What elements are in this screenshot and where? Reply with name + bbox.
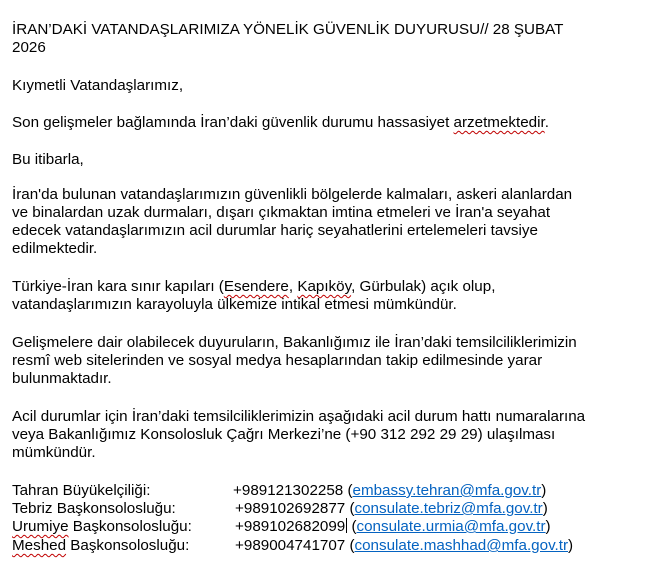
- contact-phone: +989102692877: [235, 500, 346, 517]
- contact-email-link[interactable]: consulate.tebriz@mfa.gov.tr: [354, 500, 543, 517]
- border-gates-text: Türkiye-İran kara sınır kapıları (: [12, 278, 224, 295]
- contact-email-link[interactable]: embassy.tehran@mfa.gov.tr: [352, 482, 542, 499]
- paragraph-announcements-line: bulunmaktadır.: [12, 370, 112, 387]
- paragraph-advice-line: ve binalardan uzak durmaları, dışarı çıkmaktan imtina etmeleri ve İran'a seyahat: [12, 204, 551, 221]
- paragraph-border-gates: [12, 278, 495, 296]
- contact-email-link[interactable]: consulate.mashhad@mfa.gov.tr: [354, 537, 569, 554]
- paragraph-advice-line: edecek vatandaşlarımızın acil durumlar hariç seyahatlerini ertelemeleri tavsiye: [12, 222, 538, 239]
- contact-name-tehran: Tahran Büyükelçiliği:: [12, 482, 151, 499]
- spellcheck-word: arzetmektedir: [453, 114, 545, 131]
- contact-name-tebriz: Tebriz Başkonsolosluğu:: [12, 500, 176, 517]
- paragraph-advice-line: edilmektedir.: [12, 240, 98, 257]
- paragraph-therefore: Bu itibarla,: [12, 151, 84, 168]
- contact-tebriz: +989102692877 (consulate.tebriz@mfa.gov.tr): [235, 500, 548, 517]
- gate-kapikoy: Kapıköy: [297, 278, 352, 295]
- salutation: Kıymetli Vatandaşlarımız,: [12, 77, 184, 94]
- contact-phone: +989004741707: [235, 537, 346, 554]
- contact-tehran: +989121302258 (embassy.tehran@mfa.gov.tr): [233, 482, 547, 499]
- contact-phone: +989102682099: [235, 518, 346, 535]
- paragraph-situation-text: Son gelişmeler bağlamında İran’daki güvenlik durumu hassasiyet: [12, 114, 454, 131]
- gate-esendere: Esendere: [223, 278, 289, 295]
- contact-phone: +989121302258: [233, 482, 344, 499]
- contact-name-rest: Başkonsolosluğu:: [66, 537, 190, 554]
- paragraph-advice-line: İran'da bulunan vatandaşlarımızın güvenlikli bölgelerde kalmaları, askeri alanlardan: [12, 186, 573, 203]
- contact-name-spellcheck: Urumiye: [12, 518, 69, 535]
- border-gates-separator: ,: [288, 278, 298, 295]
- paragraph-situation: [12, 114, 549, 132]
- contact-name-rest: Başkonsolosluğu:: [68, 518, 192, 535]
- paragraph-emergency-line: mümkündür.: [12, 444, 96, 461]
- paragraph-emergency-line: veya Bakanlığımız Konsolosluk Çağrı Merkezi’ne (+90 312 292 29 29) ulaşılması: [12, 426, 556, 443]
- text-cursor: [346, 518, 347, 533]
- title-line-2: 2026: [12, 39, 46, 56]
- contact-name-urumiye: [12, 518, 192, 536]
- paragraph-situation-end: .: [544, 114, 549, 131]
- paragraph-emergency-line: Acil durumlar için İran’daki temsilciliklerimizin aşağıdaki acil durum hattı numaralarına: [12, 408, 586, 425]
- paragraph-border-gates-line-2: vatandaşlarımızın karayoluyla ülkemize intikal etmesi mümkündür.: [12, 296, 457, 313]
- contact-meshed: +989004741707 (consulate.mashhad@mfa.gov.tr): [235, 537, 574, 554]
- paragraph-announcements-line: resmî web sitelerinden ve sosyal medya hesaplarından takip edilmesinde yarar: [12, 352, 543, 369]
- title-line-1: İRAN’DAKİ VATANDAŞLARIMIZA YÖNELİK GÜVENLİK DUYURUSU// 28 ŞUBAT: [12, 21, 564, 38]
- contact-email-link[interactable]: consulate.urmia@mfa.gov.tr: [356, 518, 546, 535]
- border-gates-text-end: , Gürbulak) açık olup,: [351, 278, 496, 295]
- contact-name-meshed: [12, 537, 189, 555]
- contact-urumiye: +989102682099 (consulate.urmia@mfa.gov.tr): [235, 518, 551, 535]
- contact-name-spellcheck: Meshed: [12, 537, 67, 554]
- paragraph-announcements-line: Gelişmelere dair olabilecek duyuruların, Bakanlığımız ile İran’daki temsilciliklerimizin: [12, 334, 577, 351]
